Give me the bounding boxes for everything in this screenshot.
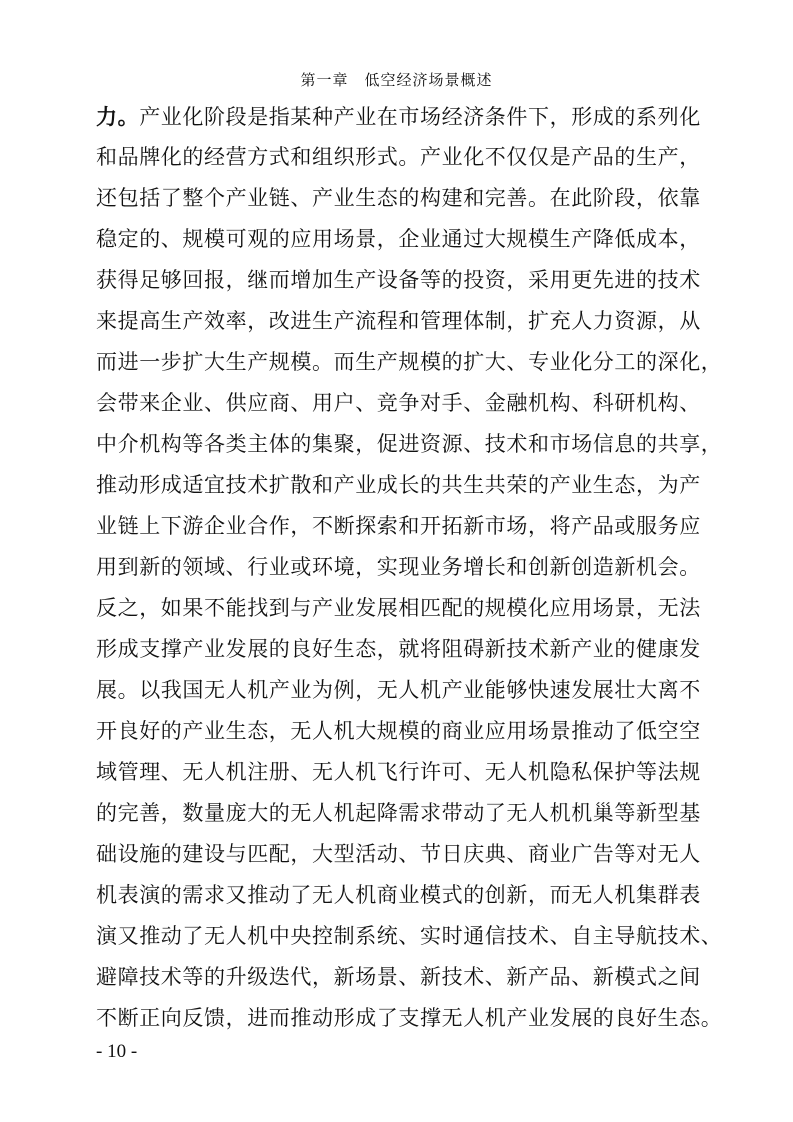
- text-line: 推动形成适宜技术扩散和产业成长的共生共荣的产业生态，为产: [96, 473, 701, 497]
- text-line: 开良好的产业生态，无人机大规模的商业应用场景推动了低空空: [96, 719, 701, 743]
- text-line: 业链上下游企业合作，不断探索和开拓新市场，将产品或服务应: [96, 514, 701, 538]
- text-line: 还包括了整个产业链、产业生态的构建和完善。在此阶段，依靠: [96, 186, 701, 210]
- text-line: 机表演的需求又推动了无人机商业模式的创新，而无人机集群表: [96, 883, 701, 907]
- text-line-rest: 产业化阶段是指某种产业在市场经济条件下，形成的系列化: [139, 105, 701, 129]
- text-line: [96, 96, 700, 137]
- bold-lead-text: 力。: [96, 104, 140, 129]
- text-line: 础设施的建设与匹配，大型活动、节日庆典、商业广告等对无人: [96, 842, 701, 866]
- text-line: 反之，如果不能找到与产业发展相匹配的规模化应用场景，无法: [96, 596, 701, 620]
- body-paragraph: [96, 96, 723, 1039]
- text-line: 会带来企业、供应商、用户、竞争对手、金融机构、科研机构、: [96, 391, 701, 415]
- text-line: 的完善，数量庞大的无人机起降需求带动了无人机机巢等新型基: [96, 801, 701, 825]
- text-line: 域管理、无人机注册、无人机飞行许可、无人机隐私保护等法规: [96, 760, 701, 784]
- text-line: 演又推动了无人机中央控制系统、实时通信技术、自主导航技术、: [96, 924, 723, 948]
- text-line: 来提高生产效率，改进生产流程和管理体制，扩充人力资源，从: [96, 309, 701, 333]
- text-line: 而进一步扩大生产规模。而生产规模的扩大、专业化分工的深化，: [96, 350, 723, 374]
- text-line: 形成支撑产业发展的良好生态，就将阻碍新技术新产业的健康发: [96, 637, 701, 661]
- text-line: 不断正向反馈，进而推动形成了支撑无人机产业发展的良好生态。: [96, 1006, 723, 1030]
- text-line: 中介机构等各类主体的集聚，促进资源、技术和市场信息的共享，: [96, 432, 723, 456]
- running-header: 第一章 低空经济场景概述: [300, 71, 493, 89]
- page-number: - 10 -: [96, 1041, 138, 1062]
- text-line: 避障技术等的升级迭代，新场景、新技术、新产品、新模式之间: [96, 965, 701, 989]
- text-line: 展。以我国无人机产业为例，无人机产业能够快速发展壮大离不: [96, 678, 701, 702]
- text-line: 用到新的领域、行业或环境，实现业务增长和创新创造新机会。: [96, 555, 701, 579]
- text-line: 稳定的、规模可观的应用场景，企业通过大规模生产降低成本，: [96, 227, 701, 251]
- text-line: 获得足够回报，继而增加生产设备等的投资，采用更先进的技术: [96, 268, 701, 292]
- text-line: 和品牌化的经营方式和组织形式。产业化不仅仅是产品的生产，: [96, 145, 701, 169]
